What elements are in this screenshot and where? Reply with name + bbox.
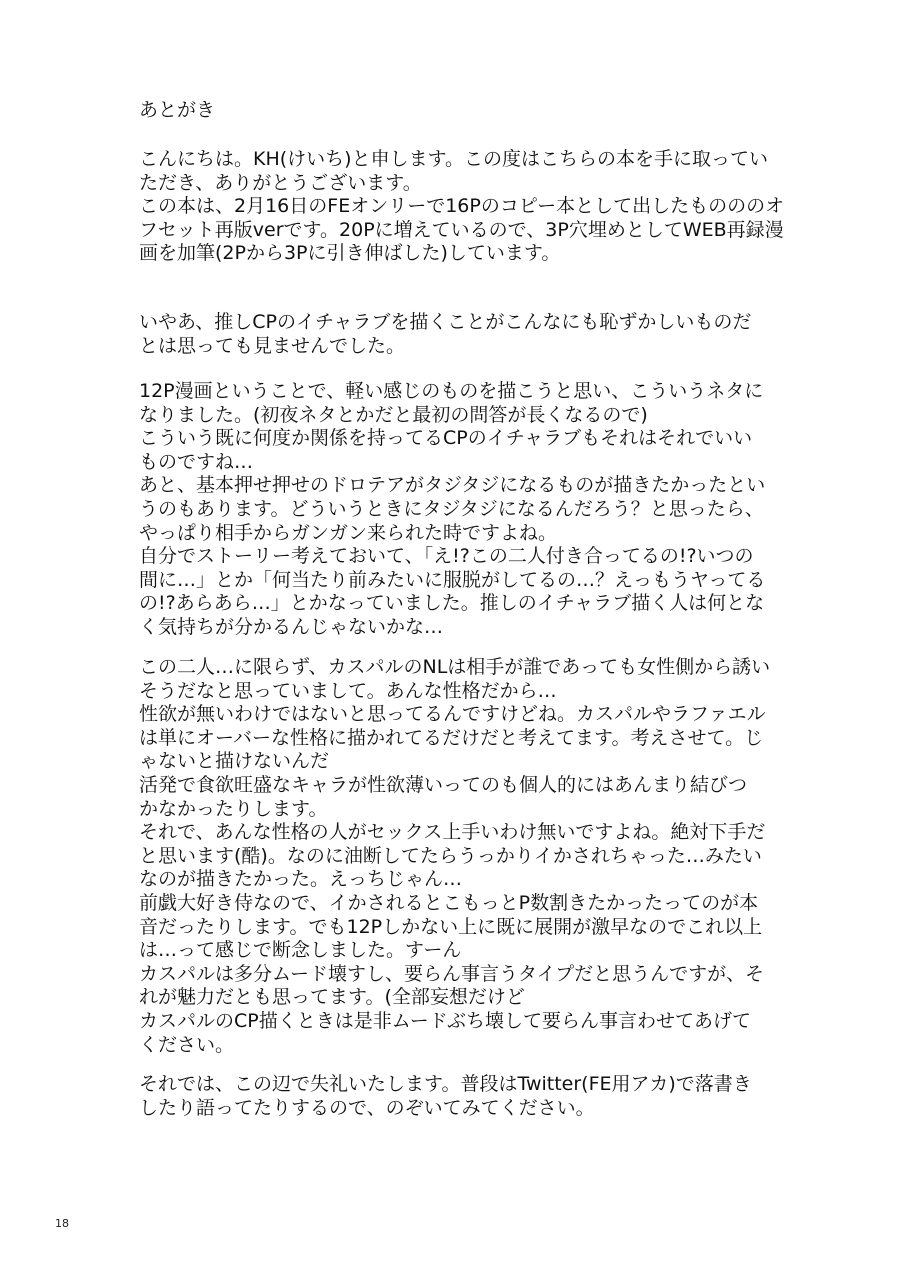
text-line: こういう既に何度か関係を持ってるCPのイチャラブもそれはそれでいい [139, 427, 753, 450]
text-line: の!?あらあら…」とかなっていました。推しのイチャラブ描く人は何とな [139, 592, 765, 615]
text-line: なりました。(初夜ネタとかだと最初の問答が長くなるので) [139, 403, 648, 426]
text-line: したり語ってたりするので、のぞいてみてください。 [139, 1096, 595, 1119]
text-line: ゃないと描けないんだ [139, 750, 330, 773]
paragraph [139, 311, 799, 358]
text-line: く気持ちが分かるんじゃないかな… [139, 615, 444, 638]
text-line: 前戯大好き侍なので、イかされるとこもっとP数割きたかったってのが本 [139, 891, 759, 914]
text-line: カスパルのCP描くときは是非ムードぶち壊して要らん事言わせてあげて [139, 1009, 752, 1032]
text-line: フセット再版verです。20Pに増えているので、3P穴埋めとしてWEB再録漫 [139, 218, 784, 241]
text-line: それでは、この辺で失礼いたします。普段はTwitter(FE用アカ)で落書き [139, 1073, 752, 1095]
text-line: この二人…に限らず、カスパルのNLは相手が誰であっても女性側から誘い [139, 656, 771, 678]
text-line: ただき、ありがとうございます。 [139, 171, 422, 194]
text-line: と思います(酷)。なのに油断してたらうっかりイかされちゃった…みたい [139, 844, 762, 867]
text-line: それで、あんな性格の人がセックス上手いわけ無いですよね。絶対下手だ [139, 821, 766, 844]
text-line: あと、基本押せ押せのドロテアがタジタジになるものが描きたかったとい [139, 474, 766, 497]
text-line: ください。 [139, 1033, 235, 1056]
text-line: 活発で食欲旺盛なキャラが性欲薄いってのも個人的にはあんまり結びつ [139, 773, 748, 796]
text-line: この本は、2月16日のFEオンリーで16Pのコピー本として出したものののオ [139, 195, 785, 218]
paragraph [139, 1073, 799, 1120]
text-line: 性欲が無いわけではないと思ってるんですけどね。カスパルやラファエル [139, 703, 766, 726]
text-line: とは思っても見ませんでした。 [139, 334, 406, 357]
text-line: ものですね… [139, 450, 254, 473]
text-line: いやあ、推しCPのイチャラブを描くことがこんなにも恥ずかしいものだ [139, 311, 752, 333]
afterword-title [139, 99, 799, 123]
text-line: やっぱり相手からガンガン来られた時ですよね。 [139, 521, 558, 544]
paragraph [139, 380, 799, 640]
text-line: こんにちは。KH(けいち)と申します。この度はこちらの本を手に取ってい [139, 148, 769, 170]
text-line: は単にオーバーな性格に描かれてるだけだと考えてます。考えさせて。じ [139, 726, 764, 749]
text-line: 12P漫画ということで、軽い感じのものを描こうと思い、こういうネタに [139, 380, 764, 402]
text-line: 自分でストーリー考えておいて、「え!?この二人付き合ってるの!?いつの [139, 545, 754, 568]
text-line: かなかったりします。 [139, 797, 328, 820]
text-line: れが魅力だとも思ってます。(全部妄想だけど [139, 986, 525, 1009]
text-line: は…って感じで断念しました。すーん [139, 939, 462, 962]
page-number: 18 [55, 1217, 69, 1230]
text-line: なのが描きたかった。えっちじゃん… [139, 868, 463, 891]
text-line: うのもあります。どういうときにタジタジになるんだろう？と思ったら、 [139, 497, 764, 520]
text-line: 間に…」とか「何当たり前みたいに服脱がしてるの…？えっもうヤってる [139, 568, 766, 591]
text-line: カスパルは多分ムード壊すし、要らん事言うタイプだと思うんですが、そ [139, 962, 765, 985]
text-line: 画を加筆(2Pから3Pに引き伸ばした)しています。 [139, 242, 561, 265]
text-line: そうだなと思っていまして。あんな性格だから… [139, 679, 557, 702]
text-line: 音だったりします。でも12Pしかない上に既に展開が激早なのでこれ以上 [139, 915, 763, 938]
paragraph [139, 656, 799, 1057]
heading-line: あとがき [139, 99, 216, 121]
paragraph [139, 148, 799, 266]
